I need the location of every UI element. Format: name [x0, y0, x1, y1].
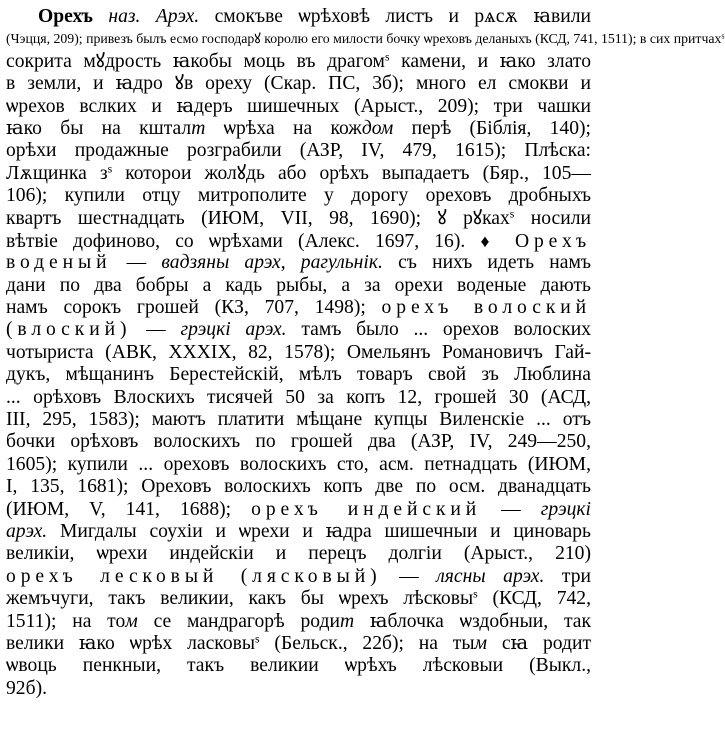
sub-headword: орехъ волоский [381, 297, 592, 319]
superscript-mark: s [255, 632, 260, 646]
sub-headword: воденый [6, 252, 112, 274]
text-run: 1511); на то [6, 610, 126, 632]
entry-line [6, 633, 591, 655]
text-run: орѣхи продажные розграбили (АЗР, IV, 479, 1615); Плѣска: [6, 140, 591, 162]
superscript-mark: s [721, 31, 725, 41]
entry-line [6, 230, 591, 252]
text-run: 92б). [6, 677, 47, 699]
text-run: съ нихъ идеть намъ [382, 252, 591, 274]
text-run: квартъ шестнадцать (ИЮМ, VII, 98, 1690); ꙋ рꙋках [6, 207, 510, 229]
sub-headword: Орехъ [514, 230, 592, 252]
sub-headword: орехъ лесковый (лясковый) [6, 565, 382, 587]
text-run: ѡрехов вслких и ꙗдеръ шишечных (Арыст., 209); три чашки [6, 95, 591, 117]
text-run: 106); купили отцу митрополите у дорогу ореховъ дробныхъ [6, 185, 591, 207]
superscript-mark: s [107, 162, 113, 176]
text-run: перѣ (Біблія, 140); [393, 117, 591, 139]
entry-line [6, 140, 591, 162]
text-run: чотыриста (АВК, XXXIX, 82, 1578); Омельянъ Романовичъ Гай- [6, 341, 591, 363]
text-run: камени, и ꙗко злато [389, 50, 591, 72]
text-run: се мандрагорѣ роди [137, 610, 340, 632]
text-run [93, 6, 108, 27]
text-run: ѡвоць пенкныи, такъ великии ѡрѣхъ лѣсковыи (Выкл., [6, 655, 591, 677]
text-run: носили [514, 207, 591, 229]
entry-line [6, 476, 591, 498]
text-run: (ИЮМ, V, 141, 1688); [6, 498, 252, 520]
translation-text: вадзяны арэх, рагульнік. [161, 252, 383, 274]
entry-line [6, 387, 591, 409]
text-run: в земли, и ꙗдро ꙋв ореху (Скар. ПС, 3б); много ел смокви и [6, 73, 591, 95]
superscript-mark: s [509, 207, 515, 221]
text-run: сꙗ родит [487, 632, 592, 654]
text-run: великіи, ѡрехи индейскіи и перецъ долгіи (Арыст., 210) [6, 543, 591, 565]
entry-line [6, 364, 591, 386]
text-run: — [481, 498, 541, 520]
text-run: — [111, 252, 162, 274]
entry-line [6, 611, 591, 633]
entry-line [6, 51, 591, 73]
text-run: Мигдалы соухіи и ѡрехи и ꙗдра шишечныи и циноварь [47, 520, 591, 542]
text-run: ѡрѣха на кож [205, 117, 362, 139]
text-run: смокъве ѡрѣховѣ листъ и рѧсѫ ꙗвили [199, 6, 591, 27]
translation-text: наз. Арэх. [108, 6, 200, 27]
text-run: бочки орѣховъ волоскихъ по грошей два (АЗР, IV, 249—250, [6, 431, 591, 453]
entry-line [6, 118, 591, 140]
translation-text: м [474, 632, 488, 654]
text-run: — [381, 565, 437, 587]
translation-text: грэцкі [540, 498, 591, 520]
entry-line [6, 252, 591, 274]
text-run: (Бельск., 22б); на ты [259, 632, 475, 654]
sub-headword: (влоский) [6, 319, 132, 341]
superscript-mark: s [473, 587, 478, 601]
text-run [500, 231, 515, 252]
diamond-icon: ♦ [480, 230, 500, 251]
entry-line [6, 678, 591, 700]
sub-headword: орехъ индейский [251, 498, 482, 520]
text-run: Лѫщинка з [6, 162, 108, 184]
text-run: ... орѣховъ Влоскихъ тисячей 50 за копъ 12, грошей 30 (АСД, [6, 386, 591, 408]
entry-line [6, 588, 591, 610]
text-run: ꙗко бы на кштал [6, 117, 192, 139]
entry-line [6, 275, 591, 297]
entry-line [6, 521, 591, 543]
entry-line [6, 297, 591, 319]
entry-line [6, 319, 591, 341]
translation-text: т [191, 117, 206, 139]
translation-text: арэх. [6, 520, 48, 542]
text-run: I, 135, 1681); Ореховъ волоскихъ копъ две по осм. дванадцать [6, 476, 591, 498]
entry-line [6, 6, 591, 28]
entry-line [6, 566, 591, 588]
text-run: (КСД, 742, [477, 588, 591, 610]
text-run: ꙗблочка ѡздобныи, так [354, 610, 591, 632]
text-run: велики ꙗко ѡрѣх ласковы [6, 632, 256, 654]
text-run: вѣтвіе дофиново, со ѡрѣхами (Алекс. 1697, 16). [6, 230, 481, 252]
text-run: сокрита мꙋдрость ꙗкобы моць въ драгом [6, 50, 385, 72]
entry-line [6, 163, 591, 185]
entry-line [6, 454, 591, 476]
text-run: тамъ было ... орехов волоских [286, 319, 591, 341]
translation-text: дом [361, 117, 394, 139]
text-run: дукъ, мѣщанинъ Берестейскій, мѣлъ товаръ свой зъ Люблина [6, 364, 591, 386]
entry-line [6, 73, 591, 95]
translation-text: лясны арэх. [436, 565, 545, 587]
text-run: 1605); купили ... ореховъ волоскихъ сто, асм. петнадцать (ИЮМ, [6, 453, 591, 475]
text-run: которои жолꙋдь або орѣхъ выпадаетъ (Бяр., 105— [112, 162, 591, 184]
superscript-mark: s [384, 50, 390, 64]
entry-line [6, 499, 591, 521]
text-run: (Чэцця, 209); привезъ былъ есмо господарꙋ королю его милости бочку ѡреховъ деланыхъ (КСД, 741, 1511); в сих притчах [6, 31, 722, 47]
entry-line [6, 409, 591, 431]
text-run: — [131, 319, 181, 341]
headword: Орехъ [38, 6, 93, 27]
entry-line [6, 655, 591, 677]
translation-text: грэцкі арэх. [180, 319, 287, 341]
text-run: намъ сорокъ грошей (КЗ, 707, 1498); [6, 297, 382, 319]
entry-line [6, 342, 591, 364]
entry-line [6, 208, 591, 230]
text-run: III, 295, 1583); маютъ платити мѣщане купцы Виленскіе ... отъ [6, 409, 591, 431]
text-run: дани по два бобры а кадь рыбы, а за орехи воденые дають [6, 274, 591, 296]
translation-text: т [339, 610, 355, 632]
entry-line [6, 96, 591, 118]
entry-line [6, 543, 591, 565]
entry-line [6, 431, 591, 453]
translation-text: м [125, 610, 138, 632]
text-run: жемъчуги, такъ великии, какъ бы ѡрехъ лѣсковы [6, 588, 474, 610]
entry-line [6, 185, 591, 207]
entry-line [6, 28, 725, 50]
text-run: три [544, 565, 592, 587]
